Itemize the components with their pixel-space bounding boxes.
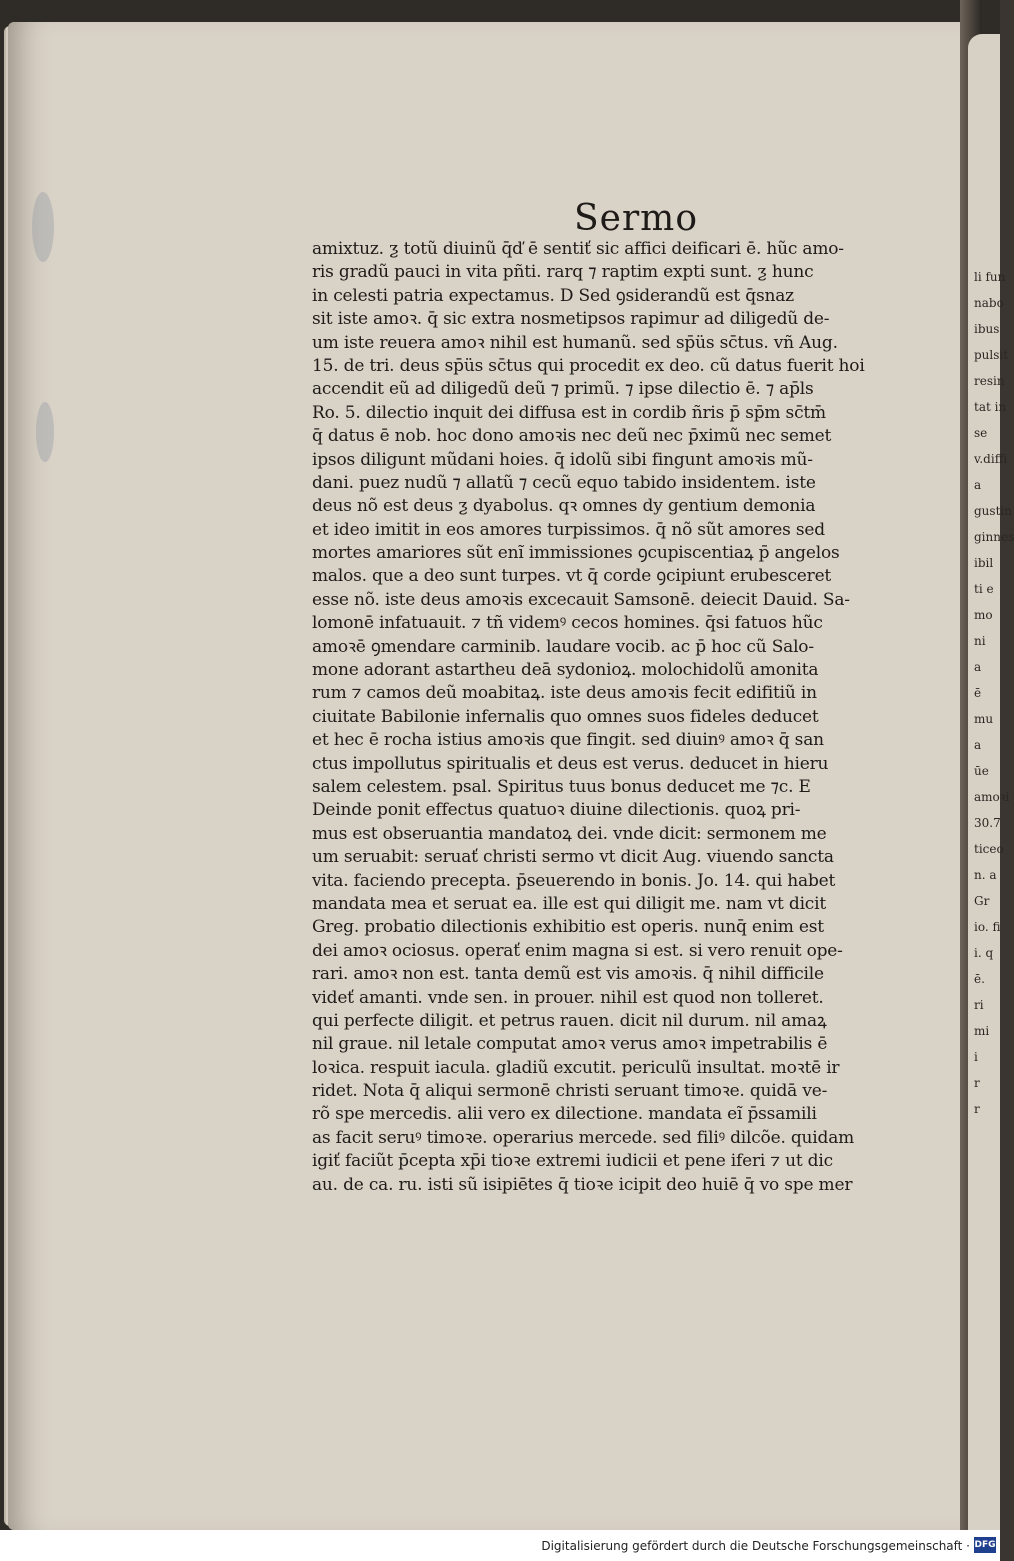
facing-page-fragment: ti e xyxy=(974,582,994,596)
text-line: ridet. Nota q̄ aliqui sermonē christi seruant timoꝛe. quidā ve- xyxy=(312,1081,828,1102)
text-line: as facit seruꝰ timoꝛe. operarius mercede. sed filiꝰ dilcõe. quidam xyxy=(312,1127,855,1148)
facing-page-fragment: amoꝛi xyxy=(974,790,1010,804)
facing-page-fragment: i xyxy=(974,1050,978,1064)
text-line: q̄ datus ē nob. hoc dono amoꝛis nec deũ nec p̄ximũ nec semet xyxy=(312,426,832,447)
facing-page-fragment: ni xyxy=(974,634,986,648)
facing-page-fragment: ticeo xyxy=(974,842,1004,856)
text-line: loꝛica. respuit iacula. gladiũ excutit. periculũ insultat. moꝛtē ir xyxy=(312,1057,840,1078)
text-line: qui perfecte diligit. et petrus rauen. dicit nil durum. nil amaꝝ xyxy=(312,1010,827,1031)
facing-page-fragment: se xyxy=(974,426,988,440)
text-line: mus est obseruantia mandatoꝝ dei. vnde dicit: sermonem me xyxy=(312,823,827,844)
text-line: nil graue. nil letale computat amoꝛ verus amoꝛ impetrabilis ē xyxy=(312,1034,828,1055)
water-stain xyxy=(32,192,54,262)
text-line: Greg. probatio dilectionis exhibitio est operis. nunq̄ enim est xyxy=(312,917,824,938)
facing-page-fragment: io. fi xyxy=(974,920,1001,934)
text-line: salem celestem. psal. Spiritus tuus bonus deducet me ⁊c. E xyxy=(312,776,811,797)
facing-page-fragment: mo xyxy=(974,608,993,622)
facing-page-fragment: r xyxy=(974,1102,980,1116)
text-line: mandata mea et seruat ea. ille est qui diligit me. nam vt dicit xyxy=(312,893,827,914)
facing-page-fragment: n. a xyxy=(974,868,997,882)
text-line: esse nõ. iste deus amoꝛis excecauit Samsonē. deiecit Dauid. Sa- xyxy=(312,589,850,610)
text-line: ctus impollutus spiritualis et deus est verus. deducet in hieru xyxy=(312,753,829,774)
facing-page-fragment: a xyxy=(974,660,982,674)
water-stain xyxy=(36,402,54,462)
facing-page-fragment: ūe xyxy=(974,764,989,778)
dfg-logo[interactable]: DFG xyxy=(974,1537,996,1553)
facing-page-fragment: ibus xyxy=(974,322,1000,336)
facing-page-fragment: Gr xyxy=(974,894,990,908)
facing-page-fragment: ginnes xyxy=(974,530,1014,544)
text-line: dani. puez nudũ ⁊ allatũ ⁊ cecũ equo tabido insidentem. iste xyxy=(312,472,816,493)
facing-page-fragments xyxy=(974,264,1014,1122)
text-line: mone adorant astartheu deā sydonioꝝ. molochidolũ amonita xyxy=(312,660,819,681)
text-line: rari. amoꝛ non est. tanta demũ est vis amoꝛis. q̄ nihil difficile xyxy=(312,964,824,985)
text-column xyxy=(312,238,872,1197)
text-line: deus nõ est deus ƺ dyabolus. qꝛ omnes dy gentium demonia xyxy=(312,496,816,517)
text-line: igiť faciũt p̄cepta xp̄i tioꝛe extremi iudicii et pene iferi ⁊ ut dic xyxy=(312,1151,833,1172)
text-line: Ro. 5. dilectio inquit dei diffusa est in cordib ñris p̄ sp̄m sc̄tm̄ xyxy=(312,402,826,423)
text-line: dei amoꝛ ociosus. operať enim magna si est. si vero renuit ope- xyxy=(312,940,843,961)
facing-page-fragment: gustin xyxy=(974,504,1012,518)
facing-page-fragment: a xyxy=(974,738,982,752)
text-line: um seruabit: seruať christi sermo vt dicit Aug. viuendo sancta xyxy=(312,847,834,868)
facing-page-fragment: i. q xyxy=(974,946,994,960)
text-line: sit iste amoꝛ. q̄ sic extra nosmetipsos rapimur ad diligedũ de- xyxy=(312,309,830,330)
facing-page-fragment: ibil xyxy=(974,556,994,570)
facing-page-fragment: pulsit xyxy=(974,348,1009,362)
text-line: et ideo imitit in eos amores turpissimos. q̄ nõ sũt amores sed xyxy=(312,519,825,540)
facing-page-fragment: ē xyxy=(974,686,982,700)
facing-page-fragment: nabo xyxy=(974,296,1004,310)
facing-page-fragment: ri xyxy=(974,998,984,1012)
facing-page-fragment: tat in xyxy=(974,400,1007,414)
text-line: videť amanti. vnde sen. in prouer. nihil est quod non tolleret. xyxy=(312,987,824,1008)
text-line: amoꝛē ꝯmendare carminib. laudare vocib. ac p̄ hoc cũ Salo- xyxy=(312,636,814,657)
facing-page-fragment: resin xyxy=(974,374,1005,388)
text-line: au. de ca. ru. isti sũ isipiētes q̄ tioꝛe icipit deo huiē q̄ vo spe mer xyxy=(312,1174,853,1195)
text-line: amixtuz. ƺ totũ diuinũ q̄ď ē sentiť sic affici deificari ē. hũc amo- xyxy=(312,239,844,259)
facing-page-fragment: mi xyxy=(974,1024,990,1038)
text-line: vita. faciendo precepta. p̄seuerendo in bonis. Jo. 14. qui habet xyxy=(312,870,836,891)
facing-page-fragment: ē. xyxy=(974,972,985,986)
text-line: in celesti patria expectamus. D Sed ꝯsiderandũ est q̄snaz xyxy=(312,285,794,306)
text-line: rum ⁊ camos deũ moabitaꝝ. iste deus amoꝛis fecit edifitiũ in xyxy=(312,683,817,704)
text-line: lomonē infatuauit. ⁊ tñ videmꝰ cecos homines. q̄si fatuos hũc xyxy=(312,613,823,634)
text-line: malos. que a deo sunt turpes. vt q̄ corde ꝯcipiunt erubesceret xyxy=(312,566,832,587)
facing-page-fragment: v.diffi xyxy=(974,452,1008,466)
page-heading: Sermo xyxy=(574,198,698,239)
text-line: ipsos diligunt mũdani hoies. q̄ idolũ sibi fingunt amoꝛis mũ- xyxy=(312,449,813,470)
text-line: 15. de tri. deus sp̄üs sc̄tus qui procedit ex deo. cũ datus fuerit hoi xyxy=(312,355,865,376)
text-line: ris gradũ pauci in vita pñti. rarq ⁊ raptim expti sunt. ƺ hunc xyxy=(312,262,814,283)
digitization-credit[interactable]: Digitalisierung gefördert durch die Deutsche Forschungsgemeinschaft · xyxy=(541,1539,970,1553)
text-line: mortes amariores sũt enĩ immissiones ꝯcupiscentiaꝝ p̄ angelos xyxy=(312,543,840,564)
right-page-edge xyxy=(968,34,1014,1530)
text-line: accendit eũ ad diligedũ deũ ⁊ primũ. ⁊ ipse dilectio ē. ⁊ ap̄ls xyxy=(312,379,814,400)
text-line: et hec ē rocha istius amoꝛis que fingit. sed diuinꝰ amoꝛ q̄ san xyxy=(312,730,824,751)
text-line: Deinde ponit effectus quatuoꝛ diuine dilectionis. quoꝝ pri- xyxy=(312,800,801,821)
text-line: um iste reuera amoꝛ nihil est humanũ. sed sp̄üs sc̄tus. vñ Aug. xyxy=(312,332,838,353)
text-line: ciuitate Babilonie infernalis quo omnes suos fideles deducet xyxy=(312,706,819,727)
facing-page-fragment: r xyxy=(974,1076,980,1090)
facing-page-fragment: 30.7 xyxy=(974,816,1001,830)
text-line: rõ spe mercedis. alii vero ex dilectione. mandata eĩ p̄ssamili xyxy=(312,1104,817,1125)
facing-page-fragment: mu xyxy=(974,712,994,726)
footer-bar xyxy=(0,1530,1000,1561)
facing-page-fragment: a xyxy=(974,478,982,492)
facing-page-fragment: li fun xyxy=(974,270,1006,284)
